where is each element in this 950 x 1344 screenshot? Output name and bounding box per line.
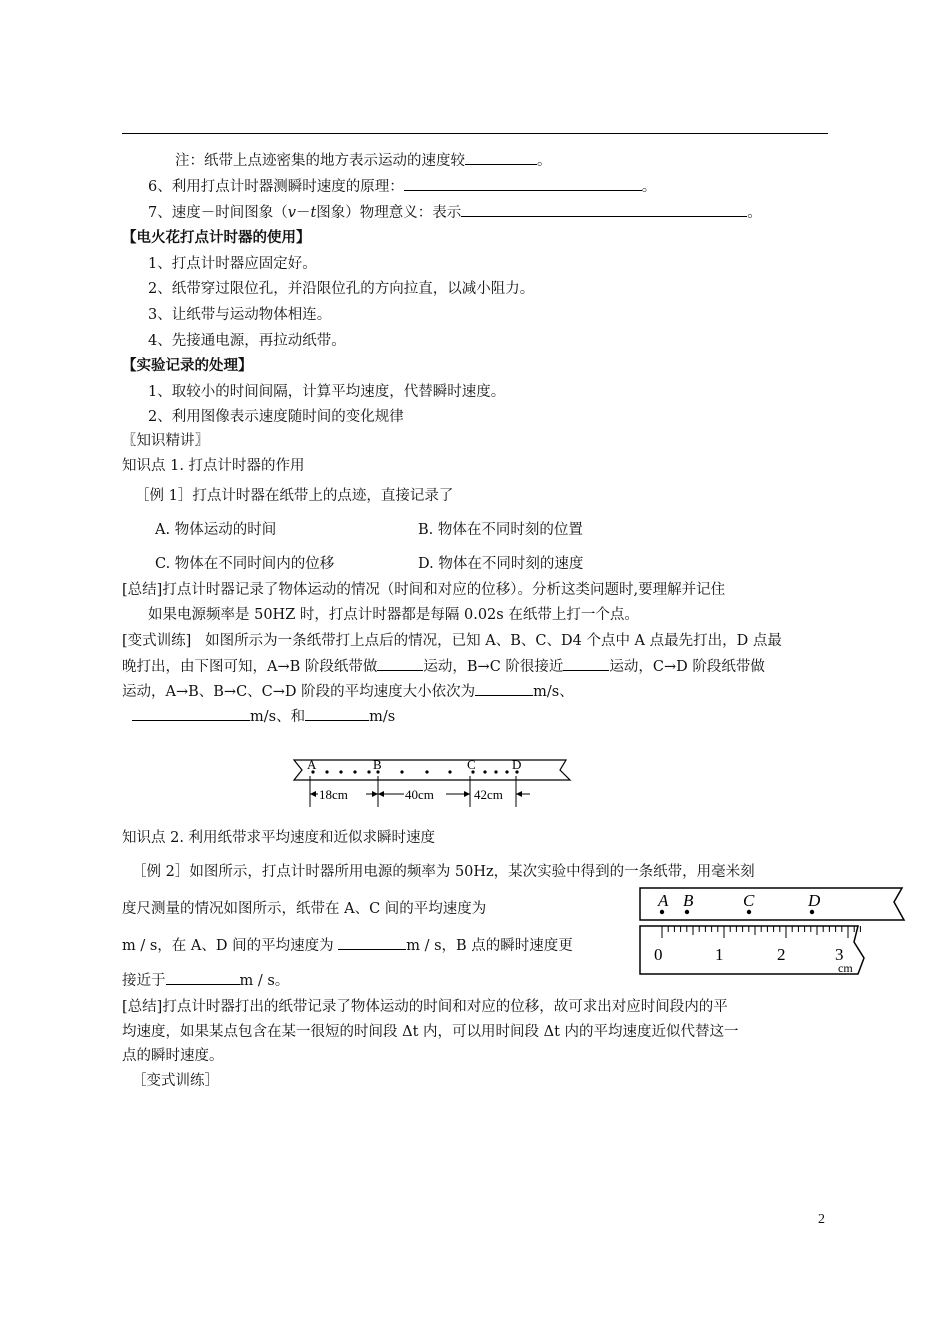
kp1-title: 知识点 1. 打点计时器的作用 <box>122 458 305 474</box>
tape-point-c: C <box>467 757 476 772</box>
practice-2-label: ［变式训练］ <box>132 1073 219 1089</box>
tape-distance-cd: 42cm <box>474 787 503 802</box>
note-line: 注：纸带上点迹密集的地方表示运动的速度较 。 <box>175 150 552 171</box>
answer-blank[interactable] <box>404 176 642 191</box>
list-item: 3、让纸带与运动物体相连。 <box>148 307 332 323</box>
section-record-title: 【实验记录的处理】 <box>122 357 253 374</box>
practice-1-line4: m/s、和 m/s <box>132 706 395 727</box>
practice-1-line2: 晚打出，由下图可知，A→B 阶段纸带做 运动，B→C 阶很接近 运动，C→D 阶段纸带做 <box>122 656 765 677</box>
summary-1b: 如果电源频率是 50HZ 时，打点计时器都是每隔 0.02s 在纸带上打一个点。 <box>148 607 639 623</box>
list-item: 1、打点计时器应固定好。 <box>148 256 317 272</box>
ruler-point-b: B <box>683 891 694 910</box>
option-c[interactable]: C. 物体在不同时间内的位移 <box>155 556 335 572</box>
list-item: 4、先接通电源，再拉动纸带。 <box>148 333 346 349</box>
ruler-tape-figure <box>632 880 922 980</box>
example-1: ［例 1］打点计时器在纸带上的点迹，直接记录了 <box>135 488 454 504</box>
answer-blank[interactable] <box>166 970 240 985</box>
section-spark-title: 【电火花打点计时器的使用】 <box>122 229 311 246</box>
list-item: 1、取较小的时间间隔，计算平均速度，代替瞬时速度。 <box>148 384 506 400</box>
ruler-number: 3 <box>835 945 844 964</box>
summary-1: [总结]打点计时器记录了物体运动的情况（时间和对应的位移）。分析这类问题时,要理解并记住 <box>122 582 726 598</box>
answer-blank[interactable] <box>475 681 533 696</box>
answer-blank[interactable] <box>465 150 537 165</box>
example-2-line1: ［例 2］如图所示，打点计时器所用电源的频率为 50Hz，某次实验中得到的一条纸带，用毫米刻 <box>132 864 755 880</box>
example-2-line4: 接近于 m / s。 <box>122 970 289 991</box>
answer-blank[interactable] <box>132 706 250 721</box>
example-2-line2: 度尺测量的情况如图所示，纸带在 A、C 间的平均速度为 <box>122 901 487 917</box>
tape-point-b: B <box>373 757 382 772</box>
ruler-point-c: C <box>743 891 755 910</box>
ruler-point-a: A <box>658 891 669 910</box>
practice-1-line1: [变式训练] 如图所示为一条纸带打上点后的情况，已知 A、B、C、D4 个点中 A 点最先打出，D 点最 <box>122 633 782 649</box>
page-number: 2 <box>818 1212 825 1227</box>
summary-2-line2: 均速度，如果某点包含在某一很短的时间段 Δt 内，可以用时间段 Δt 内的平均速度近似代替这一 <box>122 1024 739 1040</box>
answer-blank[interactable] <box>563 656 609 671</box>
summary-2-line3: 点的瞬时速度。 <box>122 1048 224 1064</box>
ruler-number: 2 <box>777 945 786 964</box>
option-b[interactable]: B. 物体在不同时刻的位置 <box>418 522 583 538</box>
header-rule <box>122 133 828 134</box>
option-a[interactable]: A. 物体运动的时间 <box>155 522 277 538</box>
ruler-number: 1 <box>715 945 724 964</box>
tape-point-d: D <box>512 757 522 772</box>
paper-tape-figure <box>280 752 580 812</box>
item-7: 7、速度－时间图象（v－t图象）物理意义：表示 。 <box>148 202 762 223</box>
kp2-title: 知识点 2. 利用纸带求平均速度和近似求瞬时速度 <box>122 830 436 846</box>
ruler-unit: cm <box>838 961 853 975</box>
tape-distance-ab: 18cm <box>319 787 348 802</box>
answer-blank[interactable] <box>305 706 369 721</box>
item-6: 6、利用打点计时器测瞬时速度的原理： 。 <box>148 176 656 197</box>
summary-2-line1: [总结]打点计时器打出的纸带记录了物体运动的时间和对应的位移，故可求出对应时间段内的平 <box>122 999 728 1015</box>
practice-1-line3: 运动，A→B、B→C、C→D 阶段的平均速度大小依次为 m/s、 <box>122 681 574 702</box>
tape-point-a: A <box>307 757 317 772</box>
list-item: 2、利用图像表示速度随时间的变化规律 <box>148 409 404 425</box>
example-2-line3: m / s，在 A、D 间的平均速度为 m / s，B 点的瞬时速度更 <box>122 935 573 956</box>
knowledge-header: 〖知识精讲〗 <box>122 433 209 449</box>
answer-blank[interactable] <box>461 202 747 217</box>
answer-blank[interactable] <box>338 935 406 950</box>
option-d[interactable]: D. 物体在不同时刻的速度 <box>418 556 584 572</box>
answer-blank[interactable] <box>377 656 423 671</box>
ruler-number: 0 <box>654 945 663 964</box>
tape-distance-bc: 40cm <box>405 787 434 802</box>
list-item: 2、纸带穿过限位孔，并沿限位孔的方向拉直，以减小阻力。 <box>148 281 535 297</box>
ruler-point-d: D <box>808 891 821 910</box>
